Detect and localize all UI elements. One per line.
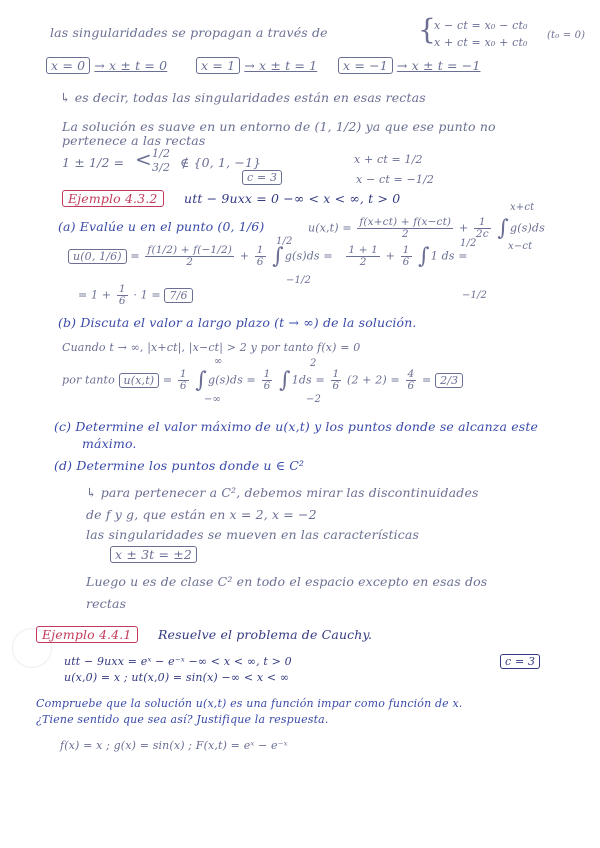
result-box: 7/6 (164, 288, 192, 303)
int-lower-1: −1/2 (286, 275, 312, 286)
cauchy-eq-2: u(x,0) = x ; ut(x,0) = sin(x) −∞ < x < ∞ (64, 671, 290, 684)
g-integrand: g(s)ds (510, 221, 545, 235)
part-d-label: (d) Determine los puntos donde u ∈ C² (54, 458, 305, 473)
f-den: 2 (401, 228, 409, 241)
plus-sign: + (458, 221, 469, 235)
xm1-lines: → x ± t = −1 (396, 58, 481, 73)
formula-lhs: u(x,t) = (308, 221, 352, 235)
c2-num: 1 (402, 244, 410, 257)
one-ds: 1 ds = (430, 249, 468, 263)
smooth-line: La solución es suave en un entorno de (1, 1/2) ya que ese punto no (62, 119, 496, 134)
c-den: 6 (256, 256, 264, 269)
char-box: x ± 3t = ±2 (110, 546, 197, 563)
int-lower-2: −1/2 (462, 290, 488, 301)
smooth-line-2: pertenece a las rectas (62, 133, 206, 148)
g-den: 2c (475, 228, 489, 241)
b-frac-1 (178, 369, 189, 392)
cauchy-eq-1: utt − 9uxx = eˣ − e⁻ˣ −∞ < x < ∞, t > 0 (64, 655, 292, 668)
b-ds: 1ds = (291, 373, 325, 387)
example-441-label: Ejemplo 4.4.1 (36, 626, 138, 643)
system-eq-1: x − ct = x₀ − ct₀ (434, 19, 528, 32)
example-441-wrap (36, 628, 138, 642)
r-frac (346, 245, 380, 268)
b-d4: 6 (407, 380, 415, 393)
two-upper: 2 (310, 358, 317, 369)
f-eval-den: 2 (186, 256, 194, 269)
c2-den: 6 (402, 256, 410, 269)
c-frac (255, 245, 266, 268)
angle-symbol: < (135, 147, 152, 171)
result-num: 1 (118, 283, 126, 295)
x1-lines: → x ± t = 1 (244, 58, 318, 73)
question-a: Compruebe que la solución u(x,t) es una función impar como función de x. (36, 697, 463, 710)
g-num: 1 (474, 217, 491, 229)
point-lhs: 1 ± 1/2 = (62, 155, 125, 170)
value-b: 3/2 (152, 161, 171, 174)
b-d1: 6 (179, 380, 187, 393)
result-mid: · 1 = (133, 288, 161, 302)
eq-2: = (162, 373, 173, 387)
f-eval-frac (145, 245, 234, 268)
part-d-c: las singularidades se mueven en las características (86, 527, 420, 542)
t0-note: (t₀ = 0) (547, 30, 586, 41)
part-b-label: (b) Discuta el valor a largo plazo (t → ∞) de la solución. (58, 315, 417, 330)
lines-row-2 (196, 59, 317, 73)
eq-sign: = (130, 249, 140, 263)
integral-b1: ∫ (195, 368, 208, 393)
result-row (78, 284, 193, 307)
b-frac-2 (262, 369, 273, 392)
char-box-wrap (110, 548, 197, 562)
c-num: 1 (256, 244, 264, 257)
integral-b2: ∫ (279, 368, 291, 393)
example-432-label: Ejemplo 4.3.2 (62, 190, 164, 207)
lines-row-3 (338, 59, 481, 73)
lower-limit: x−ct (508, 241, 533, 252)
inf-lower: −∞ (204, 394, 222, 405)
x0-box: x = 0 (46, 57, 90, 74)
u-limit-box: u(x,t) (119, 373, 160, 388)
eval-row (68, 244, 468, 269)
int-upper-2: 1/2 (460, 238, 477, 249)
two-lower: −2 (306, 394, 322, 405)
result-den: 6 (118, 295, 126, 308)
char-line-1: x + ct = 1/2 (354, 153, 423, 166)
x1-box: x = 1 (196, 57, 240, 74)
part-d-d: Luego u es de clase C² en todo el espacio excepto en esas dos (86, 574, 488, 589)
example-432-eq: utt − 9uxx = 0 −∞ < x < ∞, t > 0 (184, 191, 401, 206)
r-num: 1 + 1 (348, 244, 378, 257)
part-c-cont: máximo. (82, 436, 137, 451)
part-d-b: de f y g, que están en x = 2, x = −2 (86, 507, 317, 522)
gs-text: g(s)ds = (284, 249, 333, 263)
result-lhs: = 1 + (78, 288, 112, 302)
plus-2: + (385, 249, 396, 263)
long-term-line: Cuando t → ∞, |x+ct|, |x−ct| > 2 y por tanto f(x) = 0 (62, 341, 361, 354)
question-b: ¿Tiene sentido que sea así? Justifique la respuesta. (36, 713, 329, 726)
result-frac (117, 284, 128, 307)
example-441-title: Resuelve el problema de Cauchy. (158, 627, 373, 642)
upper-limit: x+ct (510, 202, 535, 213)
system-brace: { (418, 13, 436, 46)
b-n4: 4 (407, 368, 415, 381)
x0-lines: → x ± t = 0 (94, 58, 168, 73)
b-frac-3 (331, 369, 342, 392)
long-term-calc: por tanto u(x,t) = $\frac{1}{6}$ ∫g(s)ds = $\frac{1}{6}$ ∫1ds = $\frac{1}{6}$ (2 + 2) = $\frac{4}{6}$ = 2/3 (62, 368, 463, 393)
not-in-set: ∉ {0, 1, −1} (180, 155, 262, 170)
u-eval-box: u(0, 1/6) (68, 249, 127, 264)
c3-box: c = 3 (242, 170, 282, 185)
part-a-label: (a) Evalúe u en el punto (0, 1/6) (58, 219, 265, 234)
r-den: 2 (359, 256, 367, 269)
por-tanto: por tanto (62, 373, 115, 387)
b-d2: 6 (263, 380, 271, 393)
b-n3: 1 (332, 368, 340, 381)
lines-row (46, 59, 167, 73)
f-frac (357, 217, 453, 240)
part-c-label: (c) Determine el valor máximo de u(x,t) y los puntos donde se alcanza este (54, 419, 539, 434)
data-functions: f(x) = x ; g(x) = sin(x) ; F(x,t) = eˣ − e⁻ˣ (60, 739, 288, 752)
xm1-box: x = −1 (338, 57, 393, 74)
dalembert-formula (308, 216, 545, 241)
example-432-wrap (62, 192, 164, 206)
g-frac (474, 217, 491, 240)
propagation-text: las singularidades se propagan a través de (50, 25, 328, 40)
c3-wrap (242, 172, 282, 185)
b-n1: 1 (179, 368, 187, 381)
b-d3: 6 (332, 380, 340, 393)
int-upper-1: 1/2 (276, 236, 293, 247)
integral-3: ∫ (418, 244, 430, 269)
b-sum: (2 + 2) = (347, 373, 400, 387)
c2-frac (401, 245, 412, 268)
integral-symbol: ∫ (497, 216, 510, 241)
plus-1: + (239, 249, 250, 263)
b-n2: 1 (263, 368, 271, 381)
part-d-a: ↳ para pertenecer a C², debemos mirar las discontinuidades (86, 485, 479, 500)
part-d-e: rectas (86, 596, 127, 611)
system-eq-2: x + ct = x₀ + ct₀ (434, 36, 528, 49)
b-gs: g(s)ds = (208, 373, 256, 387)
c3-441-wrap (500, 656, 540, 669)
b-result-box: 2/3 (435, 373, 463, 388)
f-num: f(x+ct) + f(x−ct) (359, 216, 452, 229)
b-frac-4 (406, 369, 417, 392)
c3-441-box: c = 3 (500, 654, 540, 669)
propagation-line (50, 26, 328, 40)
singularities-line: ↳ es decir, todas las singularidades están en esas rectas (60, 90, 426, 105)
integral-2: ∫ (272, 244, 284, 269)
char-line-2: x − ct = −1/2 (356, 173, 435, 186)
f-eval-num: f(1/2) + f(−1/2) (147, 244, 233, 257)
value-a: 1/2 (152, 147, 171, 160)
point-check (62, 156, 124, 170)
inf-upper: ∞ (214, 356, 223, 367)
